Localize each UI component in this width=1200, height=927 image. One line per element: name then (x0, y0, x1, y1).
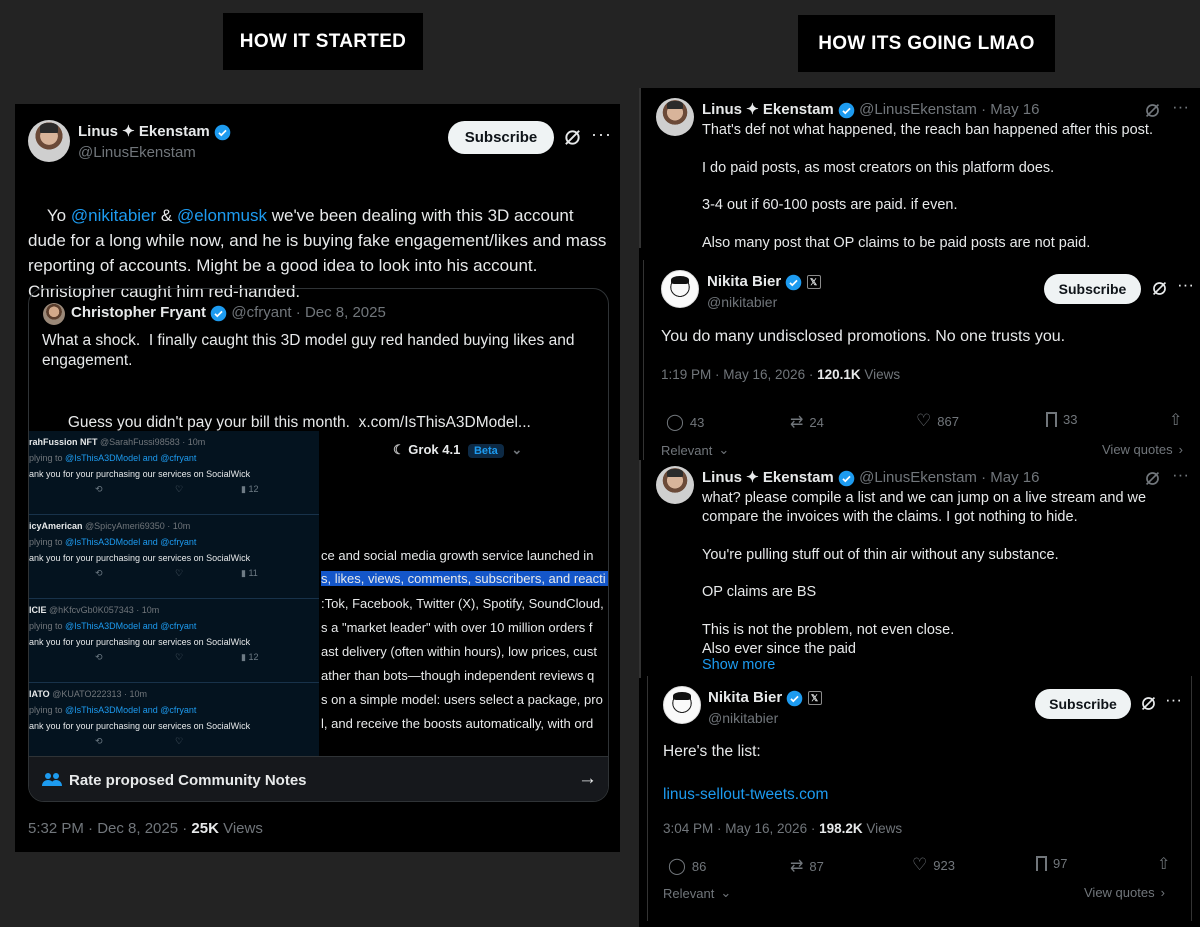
screenshot-reply: icyAmerican @SpicyAmeri69350 · 10m plying to @IsThisA3DModel and @cfryant ank you for your purchasing our services on SocialWick ⟲ ♡ ▮ 11 (29, 515, 319, 599)
chevron-down-icon: ⌄ (720, 885, 732, 900)
author-name[interactable]: Linus ✦ Ekenstam (78, 123, 210, 140)
grok-text-line: s, likes, views, comments, subscribers, and reacti (321, 571, 609, 586)
quote-text-1: What a shock. I finally caught this 3D model guy red handed buying likes and engagement. (42, 332, 579, 369)
like-button[interactable]: ♡ 867 (916, 411, 959, 430)
thread-line (639, 460, 641, 678)
people-icon (42, 772, 62, 788)
grok-text-line: s on a simple model: users select a package, pro (321, 692, 603, 707)
grok-icon[interactable] (1140, 695, 1157, 712)
grok-text-line: s a "market leader" with over 10 million orders f (321, 620, 593, 635)
avatar[interactable] (656, 98, 694, 136)
sort-relevant-dropdown[interactable]: Relevant ⌄ (661, 442, 730, 458)
avatar[interactable] (663, 686, 701, 724)
author-name[interactable]: Linus ✦ Ekenstam (702, 469, 834, 486)
post-timestamp: 3:04 PM · May 16, 2026 · 198.2K Views (663, 821, 903, 836)
quote-link[interactable]: x.com/IsThisA3DModel... (358, 413, 531, 431)
author-name[interactable]: Nikita Bier (708, 689, 783, 706)
quoted-post[interactable] (28, 288, 609, 802)
reply-text: what? please compile a list and we can jump on a live stream and we compare the invoices with the claims. I got nothing to hide. You're pulling stuff out of thin air without any substance. OP claims are BS This is not the problem, not even close. Also ever since the paid (702, 490, 1147, 657)
screenshot-reply: rahFussion NFT @SarahFussi98583 · 10m plying to @IsThisA3DModel and @cfryant ank you for your purchasing our services on SocialWick ⟲ ♡ ▮ 12 (29, 431, 319, 515)
bookmark-button[interactable]: 97 (1036, 856, 1067, 871)
author-row (707, 273, 821, 291)
caption-how-its-going: HOW ITS GOING LMAO (798, 15, 1055, 72)
more-options-icon[interactable]: ··· (1172, 97, 1189, 116)
sort-relevant-dropdown[interactable]: Relevant ⌄ (663, 885, 732, 901)
bookmark-icon (1046, 412, 1057, 427)
reply-post[interactable] (639, 88, 1200, 260)
quote-date: · Dec 8, 2025 (291, 304, 386, 321)
grok-header: ☾ Grok 4.1 Beta ⌄ (393, 442, 523, 457)
avatar[interactable] (661, 270, 699, 308)
quote-avatar (43, 303, 65, 325)
view-count: 25K (191, 820, 219, 837)
post-text: Here's the list: (663, 743, 761, 760)
post-text: You do many undisclosed promotions. No one trusts you. (661, 328, 1066, 345)
show-more-link[interactable]: Show more (702, 657, 776, 673)
author-handle[interactable]: @LinusEkenstam · May 16 (859, 469, 1040, 486)
x-affiliate-icon: 𝕏 (807, 275, 821, 289)
quote-text-2: Guess you didn't pay your bill this month. x.com/IsThisA3DModel... (67, 413, 531, 431)
right-thread-card (639, 88, 1200, 927)
screenshot-reply: IATO @KUATO222313 · 10m plying to @IsThisA3DModel and @cfryant ank you for your purchasing our services on SocialWick ⟲ ♡ (29, 683, 319, 756)
reply-button[interactable]: ◯ 43 (666, 414, 705, 431)
repost-icon: ⇄ (790, 414, 804, 431)
community-notes-label: Rate proposed Community Notes (69, 772, 307, 789)
view-count: 198.2K (819, 821, 863, 836)
repost-button[interactable]: ⇄ 87 (790, 858, 824, 875)
avatar[interactable] (28, 120, 70, 162)
chevron-right-icon: › (1160, 885, 1165, 900)
reply-post[interactable] (639, 460, 1200, 678)
view-quotes-link[interactable]: View quotes › (1084, 885, 1165, 900)
verified-badge-icon (838, 102, 855, 119)
grok-icon[interactable] (563, 128, 582, 147)
grok-text-line: ast delivery (often within hours), low prices, cust (321, 644, 597, 659)
arrow-right-icon: → (578, 768, 597, 789)
more-options-icon[interactable]: ··· (1177, 275, 1194, 294)
subscribe-button[interactable]: Subscribe (1044, 274, 1141, 304)
subscribe-button[interactable]: Subscribe (448, 121, 554, 154)
author-name[interactable]: Nikita Bier (707, 273, 782, 290)
chevron-down-icon: ⌄ (718, 442, 730, 457)
quote-author-name: Christopher Fryant (71, 304, 207, 321)
screenshot-reply: ICIE @hKfcvGb0K057343 · 10m plying to @IsThisA3DModel and @cfryant ank you for your purchasing our services on SocialWick ⟲ ♡ ▮ 12 (29, 599, 319, 683)
x-affiliate-icon: 𝕏 (808, 691, 822, 705)
quote-handle: @cfryant (231, 304, 292, 321)
author-row (702, 468, 1039, 487)
view-count: 120.1K (817, 367, 861, 382)
quote-media-screenshot[interactable] (29, 431, 609, 756)
chevron-right-icon: › (1178, 442, 1183, 457)
reply-icon: ◯ (668, 858, 686, 875)
post-text: Yo @nikitabier & @elonmusk we've been dealing with this 3D account dude for a long while now, and he is buying fake engagement/likes and mass reporting of accounts. Might be a good idea to look into his account. Christopher caught him red-handed. (28, 206, 612, 301)
bookmark-button[interactable]: 33 (1046, 412, 1077, 427)
mention-nikitabier[interactable]: @nikitabier (70, 206, 157, 226)
repost-button[interactable]: ⇄ 24 (790, 414, 824, 431)
external-link[interactable]: linus-sellout-tweets.com (663, 786, 829, 803)
verified-badge-icon (210, 305, 227, 322)
verified-badge-icon (785, 274, 802, 291)
caption-how-it-started: HOW IT STARTED (223, 13, 423, 70)
avatar[interactable] (656, 466, 694, 504)
author-handle[interactable]: @nikitabier (708, 710, 779, 726)
share-icon[interactable]: ⇧ (1169, 412, 1183, 429)
subscribe-button[interactable]: Subscribe (1035, 689, 1131, 719)
verified-badge-icon (838, 470, 855, 487)
like-button[interactable]: ♡ 923 (912, 855, 955, 874)
author-row (78, 122, 231, 141)
author-handle[interactable]: @nikitabier (707, 294, 778, 310)
grok-text-line: ather than bots—though independent reviews q (321, 668, 595, 683)
grok-text-line: l, and receive the boosts automatically, with ord (321, 716, 594, 731)
author-handle[interactable]: @LinusEkenstam (78, 144, 196, 161)
left-post-card (15, 104, 620, 852)
reply-button[interactable]: ◯ 86 (668, 858, 707, 875)
bookmark-icon (1036, 856, 1047, 871)
community-notes-bar[interactable] (29, 756, 609, 802)
verified-badge-icon (214, 124, 231, 141)
verified-badge-icon (786, 690, 803, 707)
grok-icon[interactable] (1144, 470, 1161, 487)
more-options-icon[interactable]: ··· (1165, 690, 1182, 709)
nikita-post-1[interactable] (643, 260, 1200, 460)
screenshot-reply-list (29, 431, 319, 756)
mention-elonmusk[interactable]: @elonmusk (176, 206, 267, 226)
quote-author-row (71, 304, 386, 322)
grok-text-line: :Tok, Facebook, Twitter (X), Spotify, SoundCloud, (321, 596, 604, 611)
author-row (708, 689, 822, 707)
heart-icon: ♡ (912, 855, 928, 874)
more-options-icon[interactable]: ··· (1172, 465, 1189, 484)
heart-icon: ♡ (916, 411, 932, 430)
grok-icon[interactable] (1144, 102, 1161, 119)
reply-icon: ◯ (666, 414, 684, 431)
grok-text-line: ce and social media growth service launched in (321, 548, 594, 563)
reply-text: That's def not what happened, the reach ban happened after this post. I do paid posts, as most creators on this platform does. 3-4 out if 60-100 posts are paid. if even. Also many post that OP claims to be paid posts are not paid. (702, 122, 1153, 252)
author-handle[interactable]: @LinusEkenstam · May 16 (859, 101, 1040, 118)
author-row (702, 100, 1039, 119)
post-timestamp: 1:19 PM · May 16, 2026 · 120.1K Views (661, 367, 901, 382)
more-options-icon[interactable]: ··· (591, 124, 612, 144)
nikita-post-2[interactable] (647, 676, 1192, 921)
view-quotes-link[interactable]: View quotes › (1102, 442, 1183, 457)
post-timestamp: 5:32 PM · Dec 8, 2025 · 25K Views (28, 820, 263, 837)
grok-icon[interactable] (1151, 280, 1168, 297)
author-name[interactable]: Linus ✦ Ekenstam (702, 101, 834, 118)
repost-icon: ⇄ (790, 858, 804, 875)
share-icon[interactable]: ⇧ (1157, 856, 1171, 873)
